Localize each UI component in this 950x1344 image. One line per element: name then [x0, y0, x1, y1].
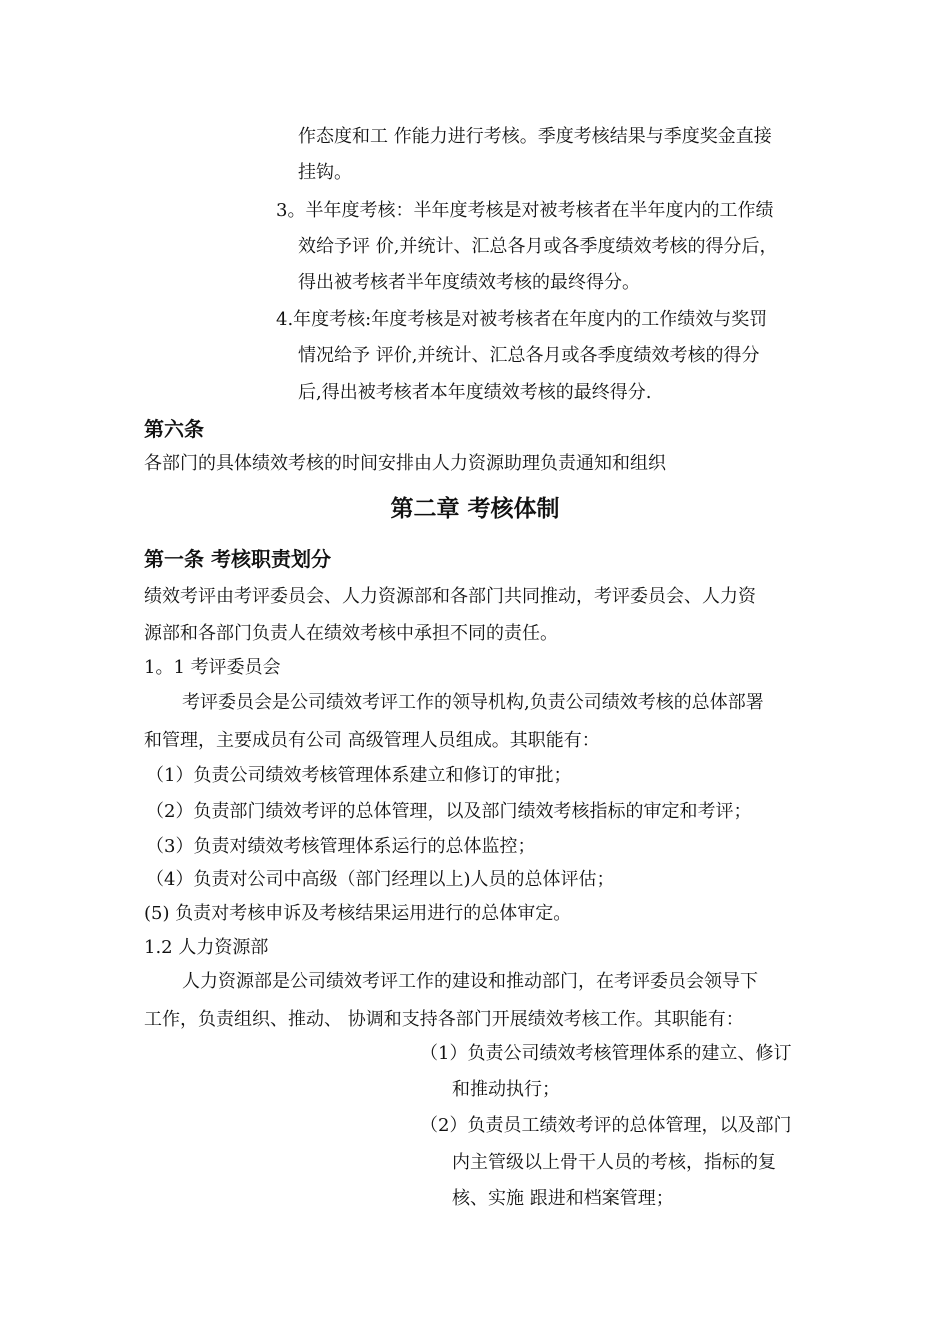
item3-line-1: 3。半年度考核：半年度考核是对被考核者在半年度内的工作绩	[276, 200, 774, 221]
section-1-2-duty2-line-2: 内主管级以上骨干人员的考核，指标的复	[452, 1152, 776, 1173]
section-1-1-duty: (5) 负责对考核申诉及考核结果运用进行的总体审定。	[144, 903, 572, 924]
section-1-1-desc-line-2: 和管理，主要成员有公司 高级管理人员组成。其职能有：	[144, 730, 600, 751]
section-1-1-desc-line-1: 考评委员会是公司绩效考评工作的领导机构,负责公司绩效考核的总体部署	[182, 692, 764, 713]
section-1-2-duty1-line-2: 和推动执行；	[452, 1079, 560, 1100]
section-1-1-title: 1。1 考评委员会	[144, 657, 281, 678]
section-1-2-desc-line-2: 工作，负责组织、推动、 协调和支持各部门开展绩效考核工作。其职能有：	[144, 1009, 744, 1030]
item3-line-2: 效给予评 价,并统计、汇总各月或各季度绩效考核的得分后，	[298, 236, 778, 257]
item4-line-3: 后,得出被考核者本年度绩效考核的最终得分.	[298, 382, 652, 403]
section-1-1-duty: （1）负责公司绩效考核管理体系建立和修订的审批；	[146, 765, 572, 786]
section-1-2-desc-line-1: 人力资源部是公司绩效考评工作的建设和推动部门，在考评委员会领导下	[182, 971, 758, 992]
chapter-title: 第二章 考核体制	[390, 495, 560, 522]
section-1-2-duty2-line-1: （2）负责员工绩效考评的总体管理，以及部门	[420, 1115, 792, 1136]
article6-heading: 第六条	[144, 417, 204, 441]
section-1-2-title: 1.2 人力资源部	[144, 937, 269, 958]
section-1-2-duty1-line-1: （1）负责公司绩效考核管理体系的建立、修订	[420, 1043, 792, 1064]
item2-line-1: 作态度和工 作能力进行考核。季度考核结果与季度奖金直接	[298, 126, 772, 147]
article1-intro-line-2: 源部和各部门负责人在绩效考核中承担不同的责任。	[144, 623, 558, 644]
article1-intro-line-1: 绩效考评由考评委员会、人力资源部和各部门共同推动，考评委员会、人力资	[144, 586, 756, 607]
section-1-1-duty: （3）负责对绩效考核管理体系运行的总体监控；	[146, 836, 536, 857]
item3-line-3: 得出被考核者半年度绩效考核的最终得分。	[298, 272, 640, 293]
section-1-2-duty2-line-3: 核、实施 跟进和档案管理；	[452, 1188, 674, 1209]
article1-heading: 第一条 考核职责划分	[144, 547, 331, 571]
item4-line-2: 情况给予 评价,并统计、汇总各月或各季度绩效考核的得分	[298, 345, 760, 366]
section-1-1-duty: （2）负责部门绩效考评的总体管理，以及部门绩效考核指标的审定和考评；	[146, 801, 752, 822]
article6-text: 各部门的具体绩效考核的时间安排由人力资源助理负责通知和组织	[144, 453, 666, 474]
item4-line-1: 4.年度考核:年度考核是对被考核者在年度内的工作绩效与奖罚	[276, 309, 768, 330]
item2-line-2: 挂钩。	[298, 162, 352, 183]
section-1-1-duty: （4）负责对公司中高级（部门经理以上)人员的总体评估；	[146, 869, 615, 890]
